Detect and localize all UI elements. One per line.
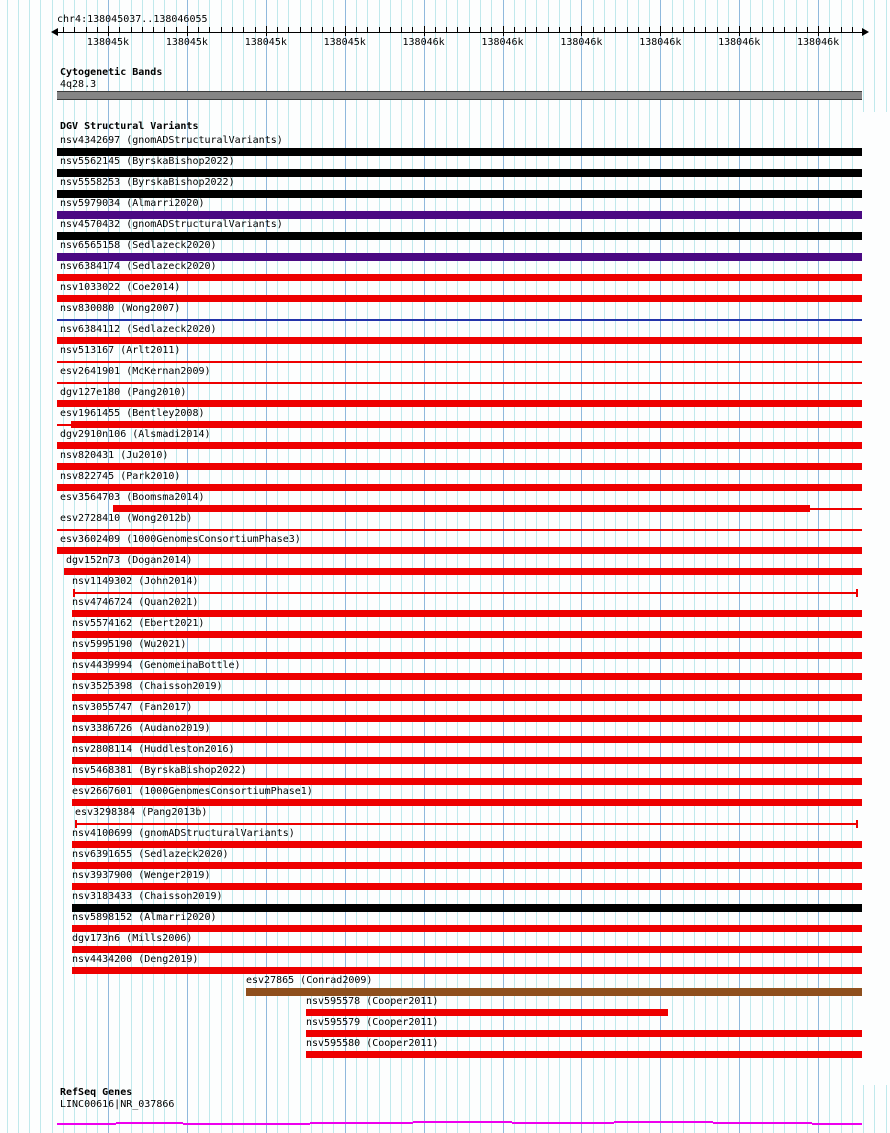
ruler-tick-label: 138046k — [402, 37, 445, 48]
variant-label: nsv822745 (Park2010) — [60, 471, 181, 482]
variant-label: nsv6565158 (Sedlazeck2020) — [60, 240, 217, 251]
ruler-minor-tick — [446, 27, 447, 32]
variant-bar[interactable] — [57, 361, 862, 363]
variant-bar[interactable] — [72, 883, 862, 890]
variant-label: esv2641901 (McKernan2009) — [60, 366, 211, 377]
ruler-minor-tick — [457, 27, 458, 32]
ruler-minor-tick — [683, 27, 684, 32]
variant-label: esv27865 (Conrad2009) — [246, 975, 373, 986]
variant-label: nsv5898152 (Almarri2020) — [72, 912, 217, 923]
ruler-minor-tick — [548, 27, 549, 32]
grid-minor-line — [18, 0, 19, 1133]
ruler-minor-tick — [379, 27, 380, 32]
variant-label: esv1961455 (Bentley2008) — [60, 408, 205, 419]
variant-bar[interactable] — [72, 715, 862, 722]
variant-bar[interactable] — [71, 421, 862, 428]
ruler-major-tick — [660, 26, 661, 36]
variant-label: nsv830080 (Wong2007) — [60, 303, 181, 314]
variant-end-tick — [856, 589, 858, 597]
ruler-minor-tick — [311, 27, 312, 32]
variant-bar[interactable] — [57, 484, 862, 491]
variant-label: nsv6384174 (Sedlazeck2020) — [60, 261, 217, 272]
cytoband-bar[interactable] — [57, 91, 862, 100]
variant-label: nsv820431 (Ju2010) — [60, 450, 169, 461]
ruler-minor-tick — [142, 27, 143, 32]
ruler-minor-tick — [232, 27, 233, 32]
variant-label: esv2667601 (1000GenomesConsortiumPhase1) — [72, 786, 313, 797]
variant-bar[interactable] — [72, 967, 862, 974]
ruler-minor-tick — [717, 27, 718, 32]
variant-bar[interactable] — [306, 1051, 862, 1058]
grid-minor-line — [40, 0, 41, 1133]
gene-line-segment[interactable] — [614, 1121, 713, 1123]
ruler-minor-tick — [367, 27, 368, 32]
ruler-tick-label: 138045k — [323, 37, 366, 48]
grid-minor-line — [29, 0, 30, 1133]
ruler-minor-tick — [401, 27, 402, 32]
ruler-minor-tick — [119, 27, 120, 32]
ruler-minor-tick — [164, 27, 165, 32]
gene-line-segment[interactable] — [57, 1123, 116, 1125]
variant-label: nsv5558253 (ByrskaBishop2022) — [60, 177, 235, 188]
ruler-minor-tick — [86, 27, 87, 32]
ruler-major-tick — [503, 26, 504, 36]
ruler-minor-tick — [63, 27, 64, 32]
refseq-section-title: RefSeq Genes — [60, 1087, 133, 1098]
variant-label: nsv1033022 (Coe2014) — [60, 282, 181, 293]
variant-bar[interactable] — [72, 673, 862, 680]
ruler-minor-tick — [198, 27, 199, 32]
ruler-minor-tick — [649, 27, 650, 32]
gene-line-segment[interactable] — [310, 1122, 413, 1124]
variant-bar[interactable] — [57, 442, 862, 449]
variant-bar[interactable] — [57, 337, 862, 344]
ruler-left-arrow-icon — [51, 28, 58, 36]
variant-bar[interactable] — [57, 382, 862, 384]
ruler-minor-tick — [435, 27, 436, 32]
ruler-minor-tick — [784, 27, 785, 32]
ruler-major-tick — [739, 26, 740, 36]
variant-label: nsv595580 (Cooper2011) — [306, 1038, 439, 1049]
gene-line-segment[interactable] — [812, 1123, 862, 1125]
ruler-minor-tick — [356, 27, 357, 32]
ruler-minor-tick — [153, 27, 154, 32]
gene-line-segment[interactable] — [512, 1122, 614, 1124]
variant-label: nsv3055747 (Fan2017) — [72, 702, 193, 713]
variant-bar[interactable] — [64, 568, 862, 575]
variant-bar[interactable] — [72, 631, 862, 638]
variant-label: esv2728410 (Wong2012b) — [60, 513, 193, 524]
variant-bar[interactable] — [72, 841, 862, 848]
variant-bar[interactable] — [113, 505, 810, 512]
ruler-major-tick — [187, 26, 188, 36]
variant-label: esv3564703 (Boomsma2014) — [60, 492, 205, 503]
ruler-minor-tick — [525, 27, 526, 32]
cytoband-section-title: Cytogenetic Bands — [60, 67, 163, 78]
variant-bar[interactable] — [57, 463, 862, 470]
ruler-minor-tick — [209, 27, 210, 32]
ruler-minor-tick — [514, 27, 515, 32]
cytoband-label: 4q28.3 — [60, 79, 97, 90]
ruler-minor-tick — [796, 27, 797, 32]
ruler-minor-tick — [705, 27, 706, 32]
ruler-axis-line — [57, 32, 862, 33]
ruler-minor-tick — [131, 27, 132, 32]
variant-bar[interactable] — [246, 988, 862, 996]
variant-label: dgv152n73 (Dogan2014) — [66, 555, 193, 566]
ruler-minor-tick — [638, 27, 639, 32]
variant-bar[interactable] — [57, 295, 862, 302]
variant-end-tick — [856, 820, 858, 828]
variant-bar[interactable] — [72, 799, 862, 806]
ruler-minor-tick — [841, 27, 842, 32]
gene-line-segment[interactable] — [116, 1122, 183, 1124]
variant-label: nsv4100699 (gnomADStructuralVariants) — [72, 828, 295, 839]
variant-label: nsv595579 (Cooper2011) — [306, 1017, 439, 1028]
ruler-minor-tick — [333, 27, 334, 32]
variant-bar[interactable] — [72, 694, 862, 701]
ruler-minor-tick — [277, 27, 278, 32]
variant-label: nsv4342697 (gnomADStructuralVariants) — [60, 135, 283, 146]
variant-label: dgv173n6 (Mills2006) — [72, 933, 193, 944]
variant-label: nsv6384112 (Sedlazeck2020) — [60, 324, 217, 335]
variant-bar[interactable] — [72, 736, 862, 743]
variant-bar[interactable] — [57, 319, 862, 321]
ruler-tick-label: 138045k — [244, 37, 287, 48]
variant-bar[interactable] — [306, 1009, 668, 1016]
ruler-tick-label: 138046k — [797, 37, 840, 48]
ruler-minor-tick — [762, 27, 763, 32]
ruler-minor-tick — [243, 27, 244, 32]
ruler-minor-tick — [694, 27, 695, 32]
variant-label: nsv5979034 (Almarri2020) — [60, 198, 205, 209]
variant-label: dgv2910n106 (Alsmadi2014) — [60, 429, 211, 440]
ruler-minor-tick — [300, 27, 301, 32]
grid-minor-line — [7, 0, 8, 1133]
variant-bar[interactable] — [810, 508, 862, 510]
ruler-minor-tick — [176, 27, 177, 32]
variant-label: dgv127e180 (Pang2010) — [60, 387, 187, 398]
variant-bar[interactable] — [57, 211, 862, 219]
ruler-tick-label: 138046k — [481, 37, 524, 48]
ruler-minor-tick — [288, 27, 289, 32]
ruler-minor-tick — [390, 27, 391, 32]
ruler-minor-tick — [852, 27, 853, 32]
ruler-major-tick — [818, 26, 819, 36]
variant-bar[interactable] — [73, 592, 858, 594]
region-title: chr4:138045037..138046055 — [57, 14, 208, 25]
right-margin — [863, 112, 890, 1085]
variant-label: nsv513167 (Arlt2011) — [60, 345, 181, 356]
ruler-tick-label: 138045k — [165, 37, 208, 48]
variant-bar[interactable] — [57, 253, 862, 261]
ruler-minor-tick — [322, 27, 323, 32]
variant-label: nsv5995190 (Wu2021) — [72, 639, 187, 650]
variant-bar[interactable] — [57, 424, 71, 426]
variant-label: nsv595578 (Cooper2011) — [306, 996, 439, 1007]
refseq-gene-label: LINC00616|NR_037866 — [60, 1099, 175, 1110]
ruler-minor-tick — [728, 27, 729, 32]
ruler-major-tick — [108, 26, 109, 36]
variant-label: esv3298384 (Pang2013b) — [75, 807, 208, 818]
gene-line-segment[interactable] — [413, 1121, 512, 1123]
variant-bar[interactable] — [57, 169, 862, 177]
variant-label: nsv6391655 (Sedlazeck2020) — [72, 849, 229, 860]
ruler-minor-tick — [74, 27, 75, 32]
variant-label: nsv5574162 (Ebert2021) — [72, 618, 205, 629]
dgv-section-title: DGV Structural Variants — [60, 121, 199, 132]
variant-bar[interactable] — [57, 400, 862, 407]
variant-bar[interactable] — [72, 904, 862, 912]
ruler-right-arrow-icon — [862, 28, 869, 36]
variant-label: nsv3525398 (Chaisson2019) — [72, 681, 223, 692]
variant-bar[interactable] — [57, 529, 862, 531]
ruler-minor-tick — [97, 27, 98, 32]
ruler-minor-tick — [491, 27, 492, 32]
ruler-minor-tick — [773, 27, 774, 32]
variant-bar[interactable] — [57, 274, 862, 281]
ruler-major-tick — [266, 26, 267, 36]
variant-label: nsv4439994 (GenomeinaBottle) — [72, 660, 241, 671]
variant-bar[interactable] — [57, 190, 862, 198]
variant-label: nsv4746724 (Quan2021) — [72, 597, 199, 608]
variant-label: nsv5562145 (ByrskaBishop2022) — [60, 156, 235, 167]
ruler-major-tick — [424, 26, 425, 36]
variant-bar[interactable] — [75, 823, 858, 825]
variant-bar[interactable] — [72, 862, 862, 869]
ruler-tick-label: 138046k — [560, 37, 603, 48]
ruler-minor-tick — [829, 27, 830, 32]
ruler-minor-tick — [604, 27, 605, 32]
gene-line-segment[interactable] — [183, 1123, 310, 1125]
variant-bar[interactable] — [57, 148, 862, 156]
ruler-minor-tick — [469, 27, 470, 32]
variant-bar[interactable] — [72, 610, 862, 617]
variant-label: nsv4434200 (Deng2019) — [72, 954, 199, 965]
ruler-minor-tick — [807, 27, 808, 32]
ruler-major-tick — [345, 26, 346, 36]
ruler-minor-tick — [672, 27, 673, 32]
variant-label: nsv5468381 (ByrskaBishop2022) — [72, 765, 247, 776]
variant-bar[interactable] — [72, 946, 862, 953]
ruler-minor-tick — [593, 27, 594, 32]
ruler-minor-tick — [570, 27, 571, 32]
ruler-minor-tick — [627, 27, 628, 32]
ruler-tick-label: 138046k — [639, 37, 682, 48]
ruler-minor-tick — [536, 27, 537, 32]
variant-label: nsv4570432 (gnomADStructuralVariants) — [60, 219, 283, 230]
variant-bar[interactable] — [72, 757, 862, 764]
ruler-minor-tick — [750, 27, 751, 32]
gene-line-segment[interactable] — [713, 1122, 812, 1124]
ruler-minor-tick — [480, 27, 481, 32]
ruler-minor-tick — [615, 27, 616, 32]
variant-label: nsv1149302 (John2014) — [72, 576, 199, 587]
ruler-tick-label: 138046k — [718, 37, 761, 48]
variant-end-tick — [75, 820, 77, 828]
ruler-tick-label: 138045k — [86, 37, 130, 48]
variant-label: nsv3937900 (Wenger2019) — [72, 870, 211, 881]
variant-end-tick — [73, 589, 75, 597]
variant-bar[interactable] — [57, 232, 862, 240]
variant-label: nsv3386726 (Audano2019) — [72, 723, 211, 734]
variant-bar[interactable] — [306, 1030, 862, 1037]
variant-bar[interactable] — [57, 547, 862, 554]
grid-minor-line — [52, 0, 53, 1133]
ruler-minor-tick — [559, 27, 560, 32]
variant-bar[interactable] — [72, 778, 862, 785]
variant-bar[interactable] — [72, 925, 862, 932]
variant-bar[interactable] — [72, 652, 862, 659]
variant-label: nsv2808114 (Huddleston2016) — [72, 744, 235, 755]
ruler-major-tick — [581, 26, 582, 36]
ruler-minor-tick — [412, 27, 413, 32]
ruler-minor-tick — [255, 27, 256, 32]
variant-label: esv3602409 (1000GenomesConsortiumPhase3) — [60, 534, 301, 545]
ruler-minor-tick — [221, 27, 222, 32]
variant-label: nsv3183433 (Chaisson2019) — [72, 891, 223, 902]
